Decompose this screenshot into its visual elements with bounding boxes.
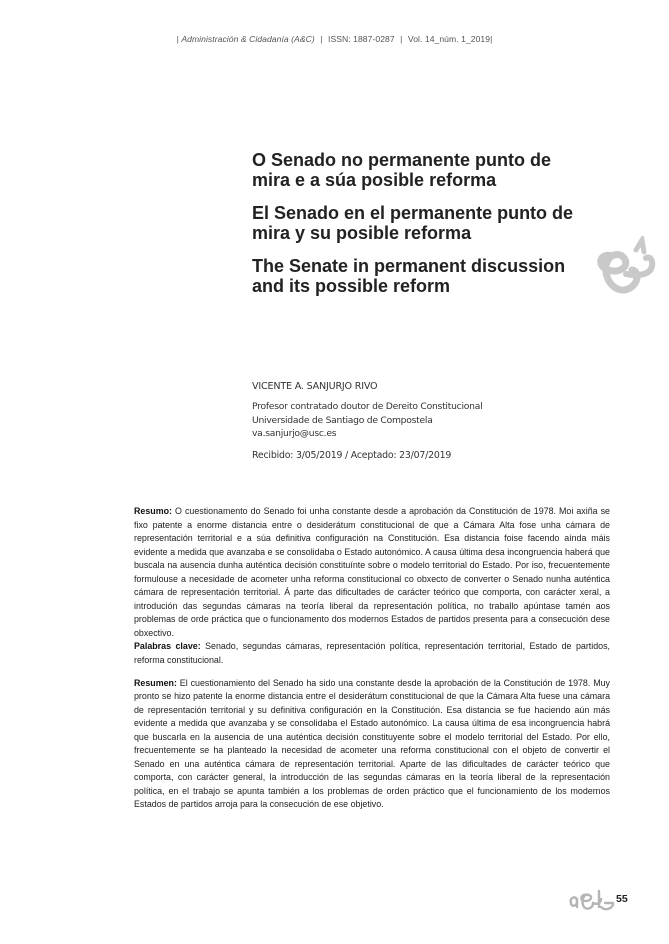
article-titles (252, 150, 592, 309)
title-galician: O Senado no permanente punto de mira e a súa posible reforma (252, 150, 552, 190)
abstract-galician (134, 505, 610, 640)
journal-logo-icon (567, 885, 615, 913)
header-bar: | (490, 34, 493, 44)
header-bar: | (176, 34, 179, 44)
volume-issue: Vol. 14_núm. 1_2019 (407, 34, 491, 44)
title-spanish: El Senado en el permanente punto de mira y su posible reforma (252, 203, 574, 243)
keywords-galician (134, 640, 610, 667)
abstract-spanish (134, 677, 610, 812)
author-name: VICENTE A. SANJURJO RIVO (252, 381, 378, 392)
keywords-galician-label: Palabras clave: (134, 641, 201, 652)
header-bar: | (400, 34, 403, 44)
keywords-galician-text: Senado, segundas cámaras, representación política, representación territorial, Estado de partidos, reforma constitucional. (134, 641, 610, 666)
abstract-spanish-label: Resumen: (134, 677, 177, 688)
running-header (0, 34, 669, 44)
abstract-galician-label: Resumo: (134, 506, 172, 516)
issn: ISSN: 1887-0287 (328, 34, 395, 44)
abstracts (134, 505, 610, 812)
journal-name: Administración & Cidadanía (A&C) (181, 34, 315, 44)
ampersand-icon (590, 236, 662, 298)
author-institution: Universidade de Santiago de Compostela (252, 414, 433, 426)
author-block (252, 381, 572, 461)
received-accepted-dates: Recibido: 3/05/2019 / Aceptado: 23/07/2019 (252, 449, 452, 461)
title-english: The Senate in permanent discussion and its possible reform (252, 256, 566, 296)
abstract-spanish-text: El cuestionamiento del Senado ha sido una constante desde la aprobación de la Constitución de 1978. Muy pronto se hizo patente la enorme distancia entre el desiderátum constitucional de que la Cámara Alta fuese una cámara de representación territorial y su definitiva configuración en la Constitución. Esa distancia se fue haciendo aún más evidente a medida que avanzaba y se consolidaba el Estado autonómico. La causa última de esa incongruencia habrá que buscarla en la ausencia de una auténtica decisión constituyente sobre el modelo territorial del Estado. Por ello, frecuentemente se ha planteado la necesidad de acometer una reforma constitucional con el objeto de convertir el Senado en una auténtica cámara de representación territorial. Aparte de las dificultades de carácter teórico que comporta, con carácter general, la introducción de las segundas cámaras en la teoría liberal de la representación política, en el trabajo se apunta también a los problemas de orden práctico que el funcionamiento de los modernos Estados de partidos arroja para la consecución de ese objetivo. (134, 677, 610, 810)
header-bar: | (320, 34, 323, 44)
author-email[interactable]: va.sanjurjo@usc.es (252, 428, 337, 439)
page-number: 55 (616, 893, 628, 905)
author-position: Profesor contratado doutor de Dereito Constitucional (252, 401, 483, 412)
abstract-galician-text: O cuestionamento do Senado foi unha constante desde a aprobación da Constitución de 1978. Moi axiña se fixo patente a enorme distancia entre o desiderátum constitucional de que a Cámara Alta fose unha cámara de representación territorial e a súa definitiva configuración na Constitución. Esa distancia foise facendo aínda máis evidente a medida que avanzaba e se consolidaba o Estado autonómico. A causa última desa incongruencia haberá que buscala na ausencia dunha auténtica decisión constituínte sobre o modelo territorial do Estado. Por iso, frecuentemente formulouse a necesidade de acometer unha reforma constitucional co obxecto de converter o Senado nunha auténtica cámara de representación territorial. Á parte das dificultades de carácter teórico que comporta, con carácter xeral, a introdución das segundas cámaras na teoría liberal da representación política, no traballo apúntase tamén aos problemas de orde práctica que o funcionamento dos modernos Estados de partidos presenta para a consecución dese obxectivo. (134, 506, 610, 638)
